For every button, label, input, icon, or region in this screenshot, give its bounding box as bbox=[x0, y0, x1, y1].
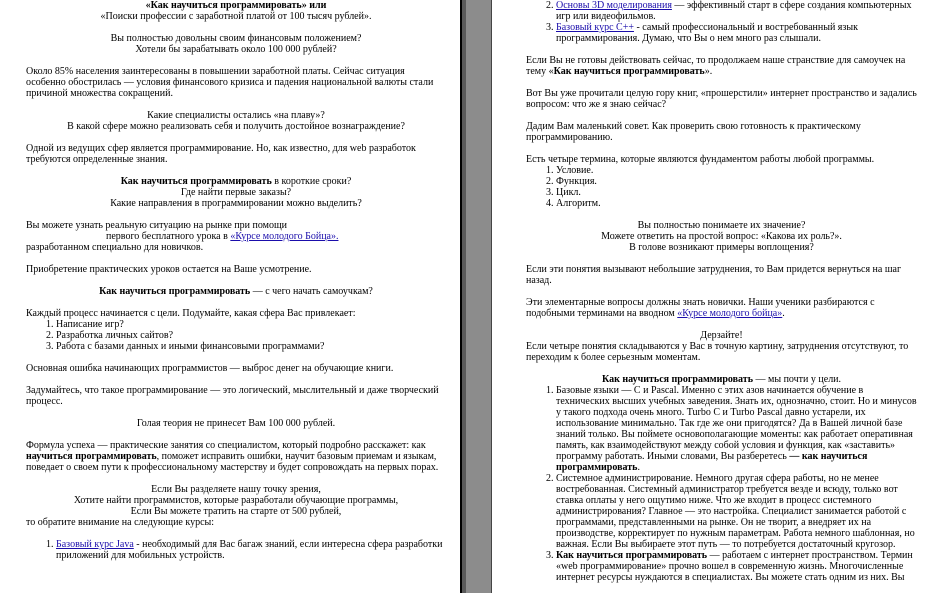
heading-bold: Как научиться программировать bbox=[601, 374, 754, 385]
list-item-3d bbox=[556, 0, 917, 22]
text-line: разработанном специально для новичков. bbox=[26, 242, 204, 253]
question-line: Можете ответить на простой вопрос: «Какова их роль?». bbox=[601, 231, 842, 242]
terms-list bbox=[526, 165, 917, 209]
heading-rest: — с чего начать самоучкам? bbox=[250, 286, 373, 297]
paragraph: Основная ошибка начинающих программистов — выброс денег на обучающие книги. bbox=[26, 363, 394, 374]
list-item-text: Базовые языки — С и Pascal. Именно с этих азов начинается обучение в технических высших учебных заведения. Знать их, однозначно, стоит. Но и минусов у такого подхода очень много. Turbo C и Turbo Pascal давно устарели, их использование минимально. Так где же они пригодятся? Да в Вашей личной базе знаний только. Вы поймете основополагающие моменты: как работает оперативная память, как взаимодействуют между собой условия и функция, как «заставить» программу работать. Иными словами, Вы разберетесь bbox=[556, 385, 917, 462]
list-item: 1. Написание игр? bbox=[56, 319, 446, 330]
list-item: 1. Условие. bbox=[556, 165, 917, 176]
paragraph: Если четыре понятия складываются у Вас в точную картину, затруднения отсутствуют, то переходим к более серьезным моментам. bbox=[526, 341, 909, 363]
list-item: 3. Цикл. bbox=[556, 187, 917, 198]
list-item: 3. Работа с базами данных и иными финансовыми программами? bbox=[56, 341, 446, 352]
intro-title-line1: «Как научиться программировать» или bbox=[145, 0, 327, 11]
intro-title-line2: «Поиски профессии с заработной платой от 100 тысяч рублей». bbox=[100, 11, 372, 22]
text-bold: Как научиться программировать bbox=[556, 550, 708, 561]
cta-line: Дерзайте! bbox=[700, 330, 743, 341]
heading-bold: Как научиться программировать bbox=[99, 286, 251, 297]
list-item: 2. Разработка личных сайтов? bbox=[56, 330, 446, 341]
heading-where-to-start bbox=[26, 286, 446, 297]
courses-intro bbox=[26, 484, 446, 517]
paragraph: Приобретение практических уроков остается на Ваше усмотрение. bbox=[26, 264, 312, 275]
free-lesson-paragraph bbox=[26, 220, 446, 253]
list-item: 4. Алгоритм. bbox=[556, 198, 917, 209]
question-line: Какие специалисты остались «на плаву»? bbox=[147, 110, 325, 121]
question-line: В какой сфере можно реализовать себя и получить достойное вознаграждение? bbox=[67, 121, 405, 132]
right-page bbox=[492, 0, 927, 593]
paragraph: Одной из ведущих сфер является программирование. Но, как известно, для web разработок требуются определенные знания. bbox=[26, 143, 416, 165]
course-link-java[interactable]: Базовый курс Java bbox=[56, 539, 134, 550]
list-item-web bbox=[556, 550, 917, 583]
paragraph: Дадим Вам маленький совет. Как проверить свою готовность к практическому программированию. bbox=[526, 121, 861, 143]
course-link-3d[interactable]: Основы 3D моделирования bbox=[556, 0, 672, 11]
paths-list bbox=[526, 385, 917, 583]
list-item-text: — работаем с интернет пространством. Термин «web программирование» прочно вошел в современную жизнь. Многочисленные интернет ресурсы нуждаются в специалистах. Вы можете стать одним из них. Вы bbox=[556, 550, 913, 583]
list-item-text: - самый профессиональный и востребованный язык программирования. Думаю, что Вы о нем много раз слышали. bbox=[556, 22, 858, 44]
question-line: В голове возникают примеры воплощения? bbox=[629, 242, 814, 253]
text-line: Вы можете узнать реальную ситуацию на рынке при помощи bbox=[26, 220, 288, 231]
course-link-young-fighter[interactable]: «Курсе молодого Бойца». bbox=[230, 231, 339, 242]
question-line: Где найти первые заказы? bbox=[180, 187, 292, 198]
question-block-2 bbox=[26, 110, 446, 132]
goals-list bbox=[26, 319, 446, 352]
question-line: Хотели бы зарабатывать около 100 000 рублей? bbox=[135, 44, 337, 55]
question-block-3 bbox=[526, 220, 917, 253]
list-item-cpp bbox=[556, 22, 917, 44]
heading-rest: — мы почти у цели. bbox=[753, 374, 842, 385]
courses-list bbox=[26, 539, 446, 561]
courses-list-continued bbox=[526, 0, 917, 44]
list-item-java bbox=[56, 539, 446, 561]
question-line: Вы полностью понимаете их значение? bbox=[637, 220, 806, 231]
paragraph: Около 85% населения заинтересованы в повышении заработной платы. Сейчас ситуация особенно обострилась — условия финансового кризиса и падения национальной валюты стали причиной множества сокращений. bbox=[26, 66, 434, 99]
list-item-text: - необходимый для Вас багаж знаний, если интересна сфера разработки приложений для мобильных устройств. bbox=[56, 539, 443, 561]
text-part: ». bbox=[704, 66, 713, 77]
success-formula-paragraph bbox=[26, 440, 446, 473]
heading-rest: в короткие сроки? bbox=[271, 176, 352, 187]
page-gutter bbox=[460, 0, 492, 593]
text-bold: Как научиться программировать bbox=[553, 66, 705, 77]
text-part: , поможет исправить ошибки, научит базовым приемам и языкам, поведает о своем пути к профессиональному мастерству и будет сопровождать на первых порах. bbox=[26, 451, 439, 473]
list-item-text: — эффективный старт в сфере создания компьютерных игр или видеофильмов. bbox=[556, 0, 912, 22]
question-line: Какие направления в программировании можно выделить? bbox=[110, 198, 362, 209]
text-part: . bbox=[637, 462, 640, 473]
text-part: Эти элементарные вопросы должны знать новички. Наши ученики разбираются с подобными терминами на вводном bbox=[526, 297, 875, 319]
list-item-basic-languages bbox=[556, 385, 917, 473]
text-part: . bbox=[782, 308, 785, 319]
paragraph bbox=[526, 297, 917, 319]
course-link-young-fighter-intro[interactable]: «Курсе молодого бойца» bbox=[677, 308, 783, 319]
heading-short-term bbox=[26, 176, 446, 209]
paragraph: Голая теория не принесет Вам 100 000 рублей. bbox=[136, 418, 336, 429]
text-line: Хотите найти программистов, которые разработали обучающие программы, bbox=[73, 495, 399, 506]
text-part: Если Вы не готовы действовать сейчас, то продолжаем наше странствие для самоучек на тему « bbox=[526, 55, 906, 77]
paragraph: Вот Вы уже прочитали целую гору книг, «прошерстили» интернет пространство и задались вопросом: что же я знаю сейчас? bbox=[526, 88, 917, 110]
paragraph: Каждый процесс начинается с цели. Подумайте, какая сфера Вас привлекает: bbox=[26, 308, 356, 319]
question-line: Вы полностью довольны своим финансовым положением? bbox=[110, 33, 362, 44]
question-block-1 bbox=[26, 33, 446, 55]
text-line: то обратите внимание на следующие курсы: bbox=[26, 517, 215, 528]
heading-bold: Как научиться программировать bbox=[120, 176, 272, 187]
text-bold: — как научиться программировать bbox=[556, 451, 868, 473]
text-part: Формула успеха — практические занятия со специалистом, который подробно расскажет: как bbox=[26, 440, 426, 451]
paragraph: Есть четыре термина, которые являются фундаментом работы любой программы. bbox=[526, 154, 875, 165]
text-line: Если Вы разделяете нашу точку зрения, bbox=[151, 484, 321, 495]
text-line: Если Вы можете тратить на старте от 500 рублей, bbox=[130, 506, 342, 517]
heading-almost-there bbox=[526, 374, 917, 385]
text-line: первого бесплатного урока в bbox=[106, 231, 231, 242]
list-item: 2. Функция. bbox=[556, 176, 917, 187]
list-item-sysadmin: 2. Системное администрирование. Немного другая сфера работы, но не менее востребованная. Системный администратор требуется везде и всюду, только вот ставка оплаты у него ощутимо ниже. Что же входит в процесс системного администрирования? Главное — это настройка. Специалист занимается работой с программами, представленными на рынке. Он не творит, а внедряет их на производстве, корректирует по нужным параметрам. Работа немного шаблонная, но важная. Если Вы выбираете этот путь — то потребуется достаточный кругозор. bbox=[556, 473, 917, 550]
paragraph: Задумайтесь, что такое программирование — это логический, мыслительный и даже творческий процесс. bbox=[26, 385, 439, 407]
left-page bbox=[0, 0, 460, 593]
text-bold: научиться программировать bbox=[26, 451, 157, 462]
paragraph bbox=[526, 55, 917, 77]
course-link-cpp[interactable]: Базовый курс С++ bbox=[556, 22, 634, 33]
paragraph: Если эти понятия вызывают небольшие затруднения, то Вам придется вернуться на шаг назад. bbox=[526, 264, 902, 286]
intro-title bbox=[26, 0, 446, 22]
page-shadow bbox=[462, 0, 466, 593]
